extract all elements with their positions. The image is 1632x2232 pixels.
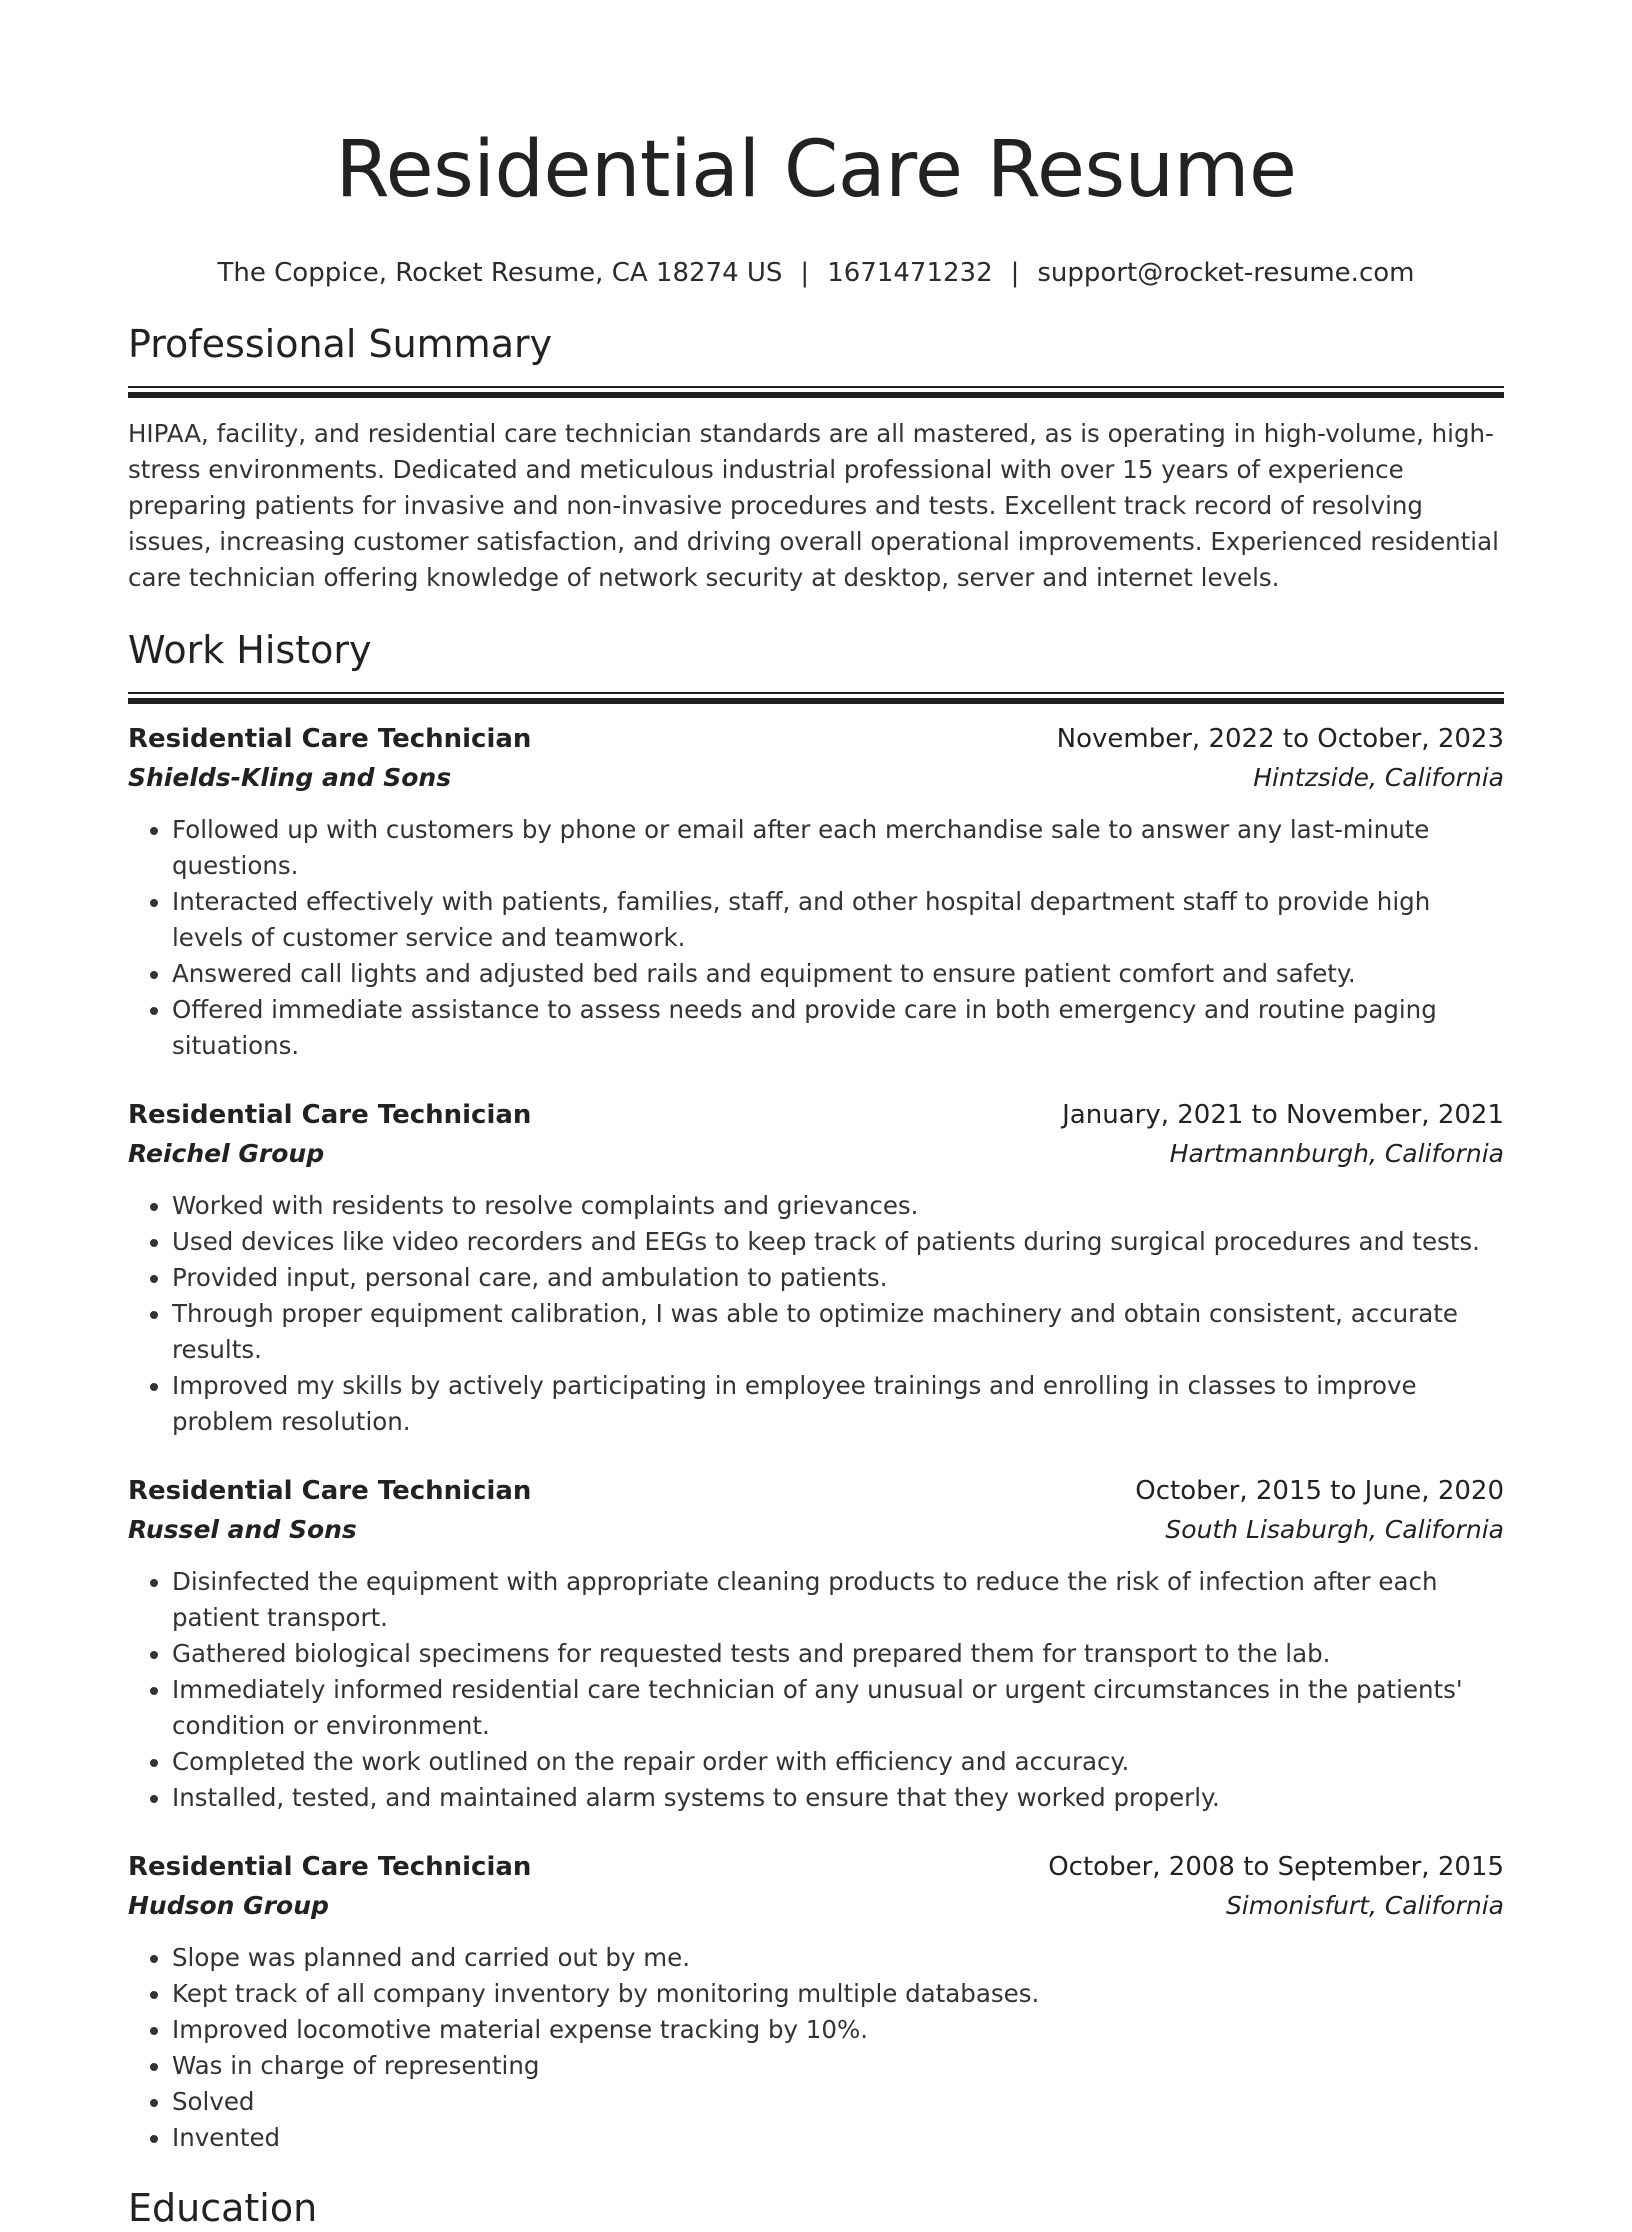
job-entry [128, 1096, 1504, 1440]
job-bullet: • Interacted effectively with patients, families, staff, and other hospital department staff to provide high levels of customer service and teamwork. [172, 884, 1504, 956]
education-heading: Education [128, 2186, 318, 2230]
work-history-section [128, 626, 1504, 2156]
job-bullets [128, 1188, 1504, 1440]
contact-phone: 1671471232 [827, 258, 993, 288]
job-bullet: • Kept track of all company inventory by monitoring multiple databases. [172, 1976, 1504, 2012]
job-dates: October, 2015 to June, 2020 [1135, 1476, 1504, 1506]
job-location: Simonisfurt, California [1225, 1891, 1504, 1920]
job-company-row [128, 1510, 1504, 1550]
section-divider [128, 692, 1504, 704]
job-bullet: • Provided input, personal care, and ambulation to patients. [172, 1260, 1504, 1296]
job-bullet: • Solved [172, 2084, 1504, 2120]
job-header-row [128, 1472, 1504, 1510]
job-company: Shields-Kling and Sons [128, 763, 452, 792]
job-bullet: • Completed the work outlined on the repair order with efficiency and accuracy. [172, 1744, 1504, 1780]
job-title: Residential Care Technician [128, 1100, 532, 1130]
job-entry [128, 720, 1504, 1064]
job-bullet: • Answered call lights and adjusted bed rails and equipment to ensure patient comfort and safety. [172, 956, 1504, 992]
job-entry [128, 1472, 1504, 1816]
job-bullet: • Immediately informed residential care technician of any unusual or urgent circumstances in the patients' condition or environment. [172, 1672, 1504, 1744]
job-company: Russel and Sons [128, 1515, 357, 1544]
contact-line [128, 256, 1504, 290]
contact-separator: | [1010, 258, 1020, 288]
job-bullet: • Used devices like video recorders and EEGs to keep track of patients during surgical procedures and tests. [172, 1224, 1504, 1260]
job-location: Hintzside, California [1253, 763, 1504, 792]
job-bullet: • Disinfected the equipment with appropriate cleaning products to reduce the risk of infection after each patient transport. [172, 1564, 1504, 1636]
job-bullet: • Offered immediate assistance to assess needs and provide care in both emergency and routine paging situations. [172, 992, 1504, 1064]
job-company: Reichel Group [128, 1139, 325, 1168]
job-company-row [128, 1886, 1504, 1926]
job-bullet: • Was in charge of representing [172, 2048, 1504, 2084]
job-title: Residential Care Technician [128, 1476, 532, 1506]
section-divider [128, 386, 1504, 398]
job-header-row [128, 720, 1504, 758]
job-bullets [128, 1564, 1504, 1816]
contact-address: The Coppice, Rocket Resume, CA 18274 US [217, 258, 783, 288]
summary-text: HIPAA, facility, and residential care technician standards are all mastered, as is operating in high-volume, high-stress environments. Dedicated and meticulous industrial professional with over 15 years of experience preparing patients for invasive and non-invasive procedures and tests. Excellent track record of resolving issues, increasing customer satisfaction, and driving overall operational improvements. Experienced residential care technician offering knowledge of network security at desktop, server and internet levels. [128, 419, 1499, 592]
job-dates: November, 2022 to October, 2023 [1056, 724, 1504, 754]
job-bullet: • Slope was planned and carried out by me. [172, 1940, 1504, 1976]
job-bullet: • Followed up with customers by phone or email after each merchandise sale to answer any last-minute questions. [172, 812, 1504, 884]
job-header-row [128, 1848, 1504, 1886]
job-location: South Lisaburgh, California [1165, 1515, 1504, 1544]
job-title: Residential Care Technician [128, 1852, 532, 1882]
job-bullets [128, 812, 1504, 1064]
contact-separator: | [800, 258, 810, 288]
job-bullet: • Through proper equipment calibration, I was able to optimize machinery and obtain consistent, accurate results. [172, 1296, 1504, 1368]
job-company-row [128, 758, 1504, 798]
job-dates: January, 2021 to November, 2021 [1062, 1100, 1504, 1130]
job-company: Hudson Group [128, 1891, 329, 1920]
job-bullet: • Gathered biological specimens for requested tests and prepared them for transport to the lab. [172, 1636, 1504, 1672]
job-bullet: • Improved locomotive material expense tracking by 10%. [172, 2012, 1504, 2048]
job-company-row [128, 1134, 1504, 1174]
job-bullet: • Worked with residents to resolve complaints and grievances. [172, 1188, 1504, 1224]
job-entry [128, 1848, 1504, 2156]
summary-heading: Professional Summary [128, 322, 553, 366]
work-history-heading: Work History [128, 628, 372, 672]
job-dates: October, 2008 to September, 2015 [1048, 1852, 1504, 1882]
job-bullet: • Installed, tested, and maintained alarm systems to ensure that they worked properly. [172, 1780, 1504, 1816]
job-bullet: • Invented [172, 2120, 1504, 2156]
job-location: Hartmannburgh, California [1169, 1139, 1504, 1168]
summary-section [128, 320, 1504, 596]
resume-title: Residential Care Resume [335, 125, 1297, 215]
job-bullet: • Improved my skills by actively participating in employee trainings and enrolling in classes to improve problem resolution. [172, 1368, 1504, 1440]
education-section [128, 2184, 1504, 2232]
job-bullets [128, 1940, 1504, 2156]
job-header-row [128, 1096, 1504, 1134]
job-title: Residential Care Technician [128, 724, 532, 754]
contact-email: support@rocket-resume.com [1037, 258, 1415, 288]
